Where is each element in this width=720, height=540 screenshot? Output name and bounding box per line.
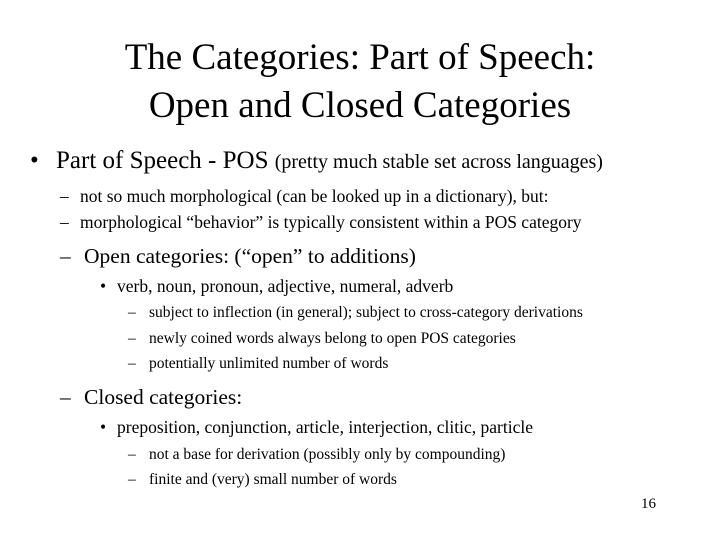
- dash-marker: –: [128, 446, 136, 463]
- open-note: [128, 330, 516, 348]
- closed-categories-examples-text: preposition, conjunction, article, interjection, clitic, particle: [117, 417, 533, 437]
- closed-categories-heading-text: Closed categories:: [84, 385, 243, 409]
- title-line-1: The Categories: Part of Speech:: [124, 37, 596, 78]
- dash-marker: –: [128, 330, 136, 347]
- dash-marker: –: [128, 304, 136, 321]
- open-categories-examples-text: verb, noun, pronoun, adjective, numeral, adverb: [117, 276, 454, 296]
- open-categories-examples: [100, 276, 453, 297]
- open-categories-heading-text: Open categories: (“open” to additions): [84, 244, 416, 268]
- bullet-main-suffix: (pretty much stable set across languages): [274, 151, 603, 173]
- closed-categories-examples: [100, 417, 533, 438]
- closed-note-text: finite and (very) small number of words: [149, 471, 397, 488]
- title-line-2: Open and Closed Categories: [148, 85, 572, 126]
- closed-note-text: not a base for derivation (possibly only by compounding): [149, 446, 506, 463]
- closed-note: [128, 471, 397, 489]
- sub-point-behavior: [60, 212, 582, 233]
- bullet-main-prefix: Part of Speech - POS: [56, 147, 269, 174]
- bullet-text: [56, 147, 603, 175]
- dash-marker: –: [60, 385, 71, 409]
- closed-note: [128, 446, 505, 464]
- open-note: [128, 355, 388, 373]
- open-note: [128, 304, 583, 322]
- dash-marker: –: [60, 186, 69, 206]
- slide-title: [0, 34, 720, 130]
- dash-marker: –: [60, 212, 69, 232]
- bullet-marker: •: [30, 147, 39, 174]
- sub-point-text: morphological “behavior” is typically consistent within a POS category: [80, 212, 582, 232]
- dash-marker: –: [128, 355, 136, 372]
- open-categories-heading: [60, 244, 416, 269]
- open-note-text: potentially unlimited number of words: [149, 355, 389, 372]
- sub-point-morphological: [60, 186, 549, 207]
- dash-marker: –: [60, 244, 71, 268]
- bullet-marker: •: [100, 276, 107, 296]
- bullet-marker: •: [100, 417, 107, 437]
- open-note-text: subject to inflection (in general); subject to cross-category derivations: [149, 304, 583, 321]
- page-number: 16: [641, 496, 656, 512]
- dash-marker: –: [128, 471, 136, 488]
- closed-categories-heading: [60, 385, 242, 410]
- sub-point-text: not so much morphological (can be looked up in a dictionary), but:: [80, 186, 549, 206]
- open-note-text: newly coined words always belong to open POS categories: [149, 330, 516, 347]
